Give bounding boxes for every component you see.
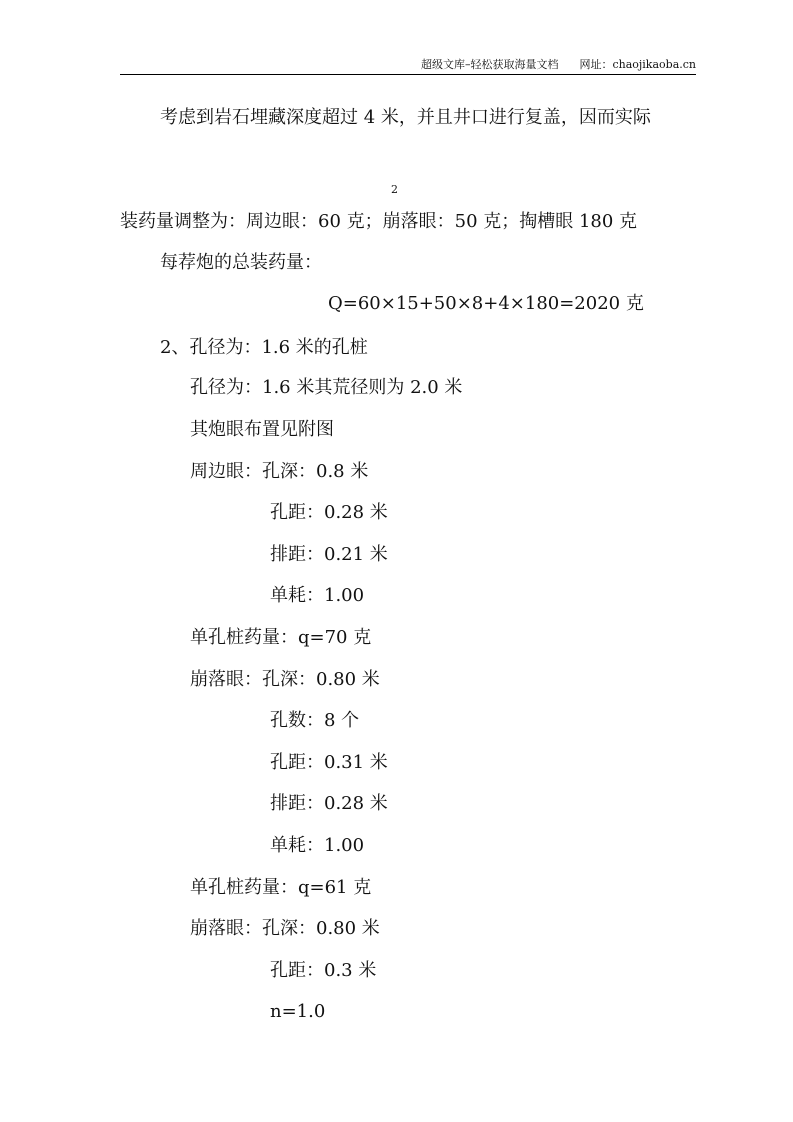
- param-line-13: 孔距：0.3 米: [270, 960, 377, 981]
- section-heading: 2、孔径为：1.6 米的孔桩: [160, 337, 368, 358]
- param-line-1: 周边眼：孔深：0.8 米: [190, 461, 369, 482]
- page-header: [120, 56, 696, 75]
- param-line-9: 排距：0.28 米: [270, 793, 388, 814]
- body-line-3: 每荐炮的总装药量：: [160, 252, 322, 273]
- param-line-6: 崩落眼：孔深：0.80 米: [190, 669, 380, 690]
- body-line-7: 其炮眼布置见附图: [190, 419, 334, 440]
- param-line-4: 单耗：1.00: [270, 585, 365, 606]
- param-line-5: 单孔桩药量：q=70 克: [190, 627, 372, 648]
- page-number: 2: [391, 183, 398, 196]
- param-line-11: 单孔桩药量：q=61 克: [190, 877, 372, 898]
- body-line-2: 装药量调整为：周边眼：60 克；崩落眼：50 克；掏槽眼 180 克: [120, 211, 638, 232]
- param-line-3: 排距：0.21 米: [270, 544, 388, 565]
- body-line-1: 考虑到岩石埋藏深度超过 4 米，并且井口进行复盖，因而实际: [160, 107, 651, 128]
- formula-line: Q=60×15+50×8+4×180=2020 克: [328, 293, 644, 314]
- header-site-name: 超级文库–轻松获取海量文档: [420, 58, 559, 71]
- param-line-2: 孔距：0.28 米: [270, 502, 388, 523]
- param-line-12: 崩落眼：孔深：0.80 米: [190, 918, 380, 939]
- body-line-6: 孔径为：1.6 米其荒径则为 2.0 米: [190, 377, 463, 398]
- param-line-10: 单耗：1.00: [270, 835, 365, 856]
- param-line-8: 孔距：0.31 米: [270, 752, 388, 773]
- param-line-7: 孔数：8 个: [270, 710, 360, 731]
- header-url: 网址：chaojikaoba.cn: [579, 58, 696, 71]
- param-line-14: n=1.0: [270, 1001, 326, 1022]
